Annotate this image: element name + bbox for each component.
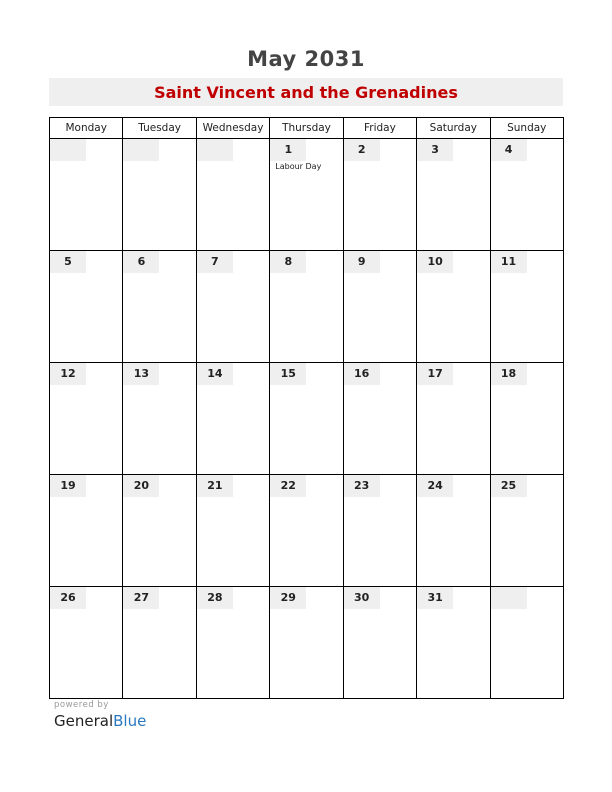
powered-by-text: powered by	[54, 700, 109, 710]
weekday-header: Sunday	[490, 118, 563, 139]
day-number: 11	[491, 251, 527, 273]
day-number: 18	[491, 363, 527, 385]
weekday-header: Saturday	[417, 118, 490, 139]
day-number: 27	[123, 587, 159, 609]
day-cell	[196, 475, 269, 587]
day-cell	[490, 139, 563, 251]
day-cell	[270, 139, 343, 251]
day-cell	[50, 475, 123, 587]
day-number: 30	[344, 587, 380, 609]
day-number: 17	[417, 363, 453, 385]
day-number: 28	[197, 587, 233, 609]
day-number: 8	[270, 251, 306, 273]
day-cell	[490, 363, 563, 475]
empty-day-cell	[123, 139, 196, 251]
day-number: 31	[417, 587, 453, 609]
day-cell	[490, 475, 563, 587]
day-cell	[417, 251, 490, 363]
day-number: 3	[417, 139, 453, 161]
empty-day-cell	[490, 587, 563, 699]
day-number: 15	[270, 363, 306, 385]
day-cell	[490, 251, 563, 363]
day-cell	[417, 363, 490, 475]
day-cell	[50, 251, 123, 363]
calendar-title: May 2031	[247, 47, 365, 71]
brand-logo	[54, 712, 146, 730]
week-row	[50, 475, 564, 587]
day-number: 2	[344, 139, 380, 161]
country-banner	[49, 78, 563, 106]
day-number: 5	[50, 251, 86, 273]
day-number: 13	[123, 363, 159, 385]
day-number: 10	[417, 251, 453, 273]
day-cell	[343, 139, 416, 251]
day-cell	[270, 251, 343, 363]
day-number	[50, 139, 86, 161]
day-cell	[50, 587, 123, 699]
day-cell	[270, 475, 343, 587]
brand-name-part2: Blue	[113, 712, 147, 730]
day-cell	[417, 587, 490, 699]
day-cell	[270, 587, 343, 699]
day-number: 7	[197, 251, 233, 273]
day-number: 9	[344, 251, 380, 273]
weekday-header: Wednesday	[196, 118, 269, 139]
day-number: 20	[123, 475, 159, 497]
day-number: 26	[50, 587, 86, 609]
weekday-header: Thursday	[270, 118, 343, 139]
footer-logo	[54, 700, 146, 730]
brand-name-part1: General	[54, 712, 114, 730]
day-cell	[123, 251, 196, 363]
day-number	[491, 587, 527, 609]
weekday-header: Tuesday	[123, 118, 196, 139]
week-row	[50, 251, 564, 363]
day-cell	[417, 475, 490, 587]
week-row	[50, 139, 564, 251]
day-cell	[343, 363, 416, 475]
day-cell	[196, 251, 269, 363]
weekday-header-row	[50, 118, 564, 139]
day-number: 25	[491, 475, 527, 497]
day-number: 24	[417, 475, 453, 497]
day-number: 16	[344, 363, 380, 385]
day-cell	[343, 587, 416, 699]
day-number: 6	[123, 251, 159, 273]
day-number: 29	[270, 587, 306, 609]
day-cell	[343, 475, 416, 587]
day-number: 14	[197, 363, 233, 385]
country-name: Saint Vincent and the Grenadines	[154, 83, 458, 102]
day-number	[123, 139, 159, 161]
calendar-body	[50, 139, 564, 699]
week-row	[50, 363, 564, 475]
day-number: 1	[270, 139, 306, 161]
day-cell	[50, 363, 123, 475]
empty-day-cell	[196, 139, 269, 251]
holiday-label: Labour Day	[275, 162, 322, 171]
day-cell	[196, 363, 269, 475]
day-number: 21	[197, 475, 233, 497]
day-cell	[123, 475, 196, 587]
day-cell	[196, 587, 269, 699]
day-cell	[343, 251, 416, 363]
day-cell	[417, 139, 490, 251]
week-row	[50, 587, 564, 699]
day-number: 23	[344, 475, 380, 497]
day-cell	[270, 363, 343, 475]
day-cell	[123, 587, 196, 699]
empty-day-cell	[50, 139, 123, 251]
day-number: 19	[50, 475, 86, 497]
day-number: 22	[270, 475, 306, 497]
day-cell	[123, 363, 196, 475]
day-number	[197, 139, 233, 161]
day-number: 12	[50, 363, 86, 385]
weekday-header: Monday	[50, 118, 123, 139]
day-number: 4	[491, 139, 527, 161]
calendar-grid	[49, 117, 564, 699]
weekday-header: Friday	[343, 118, 416, 139]
